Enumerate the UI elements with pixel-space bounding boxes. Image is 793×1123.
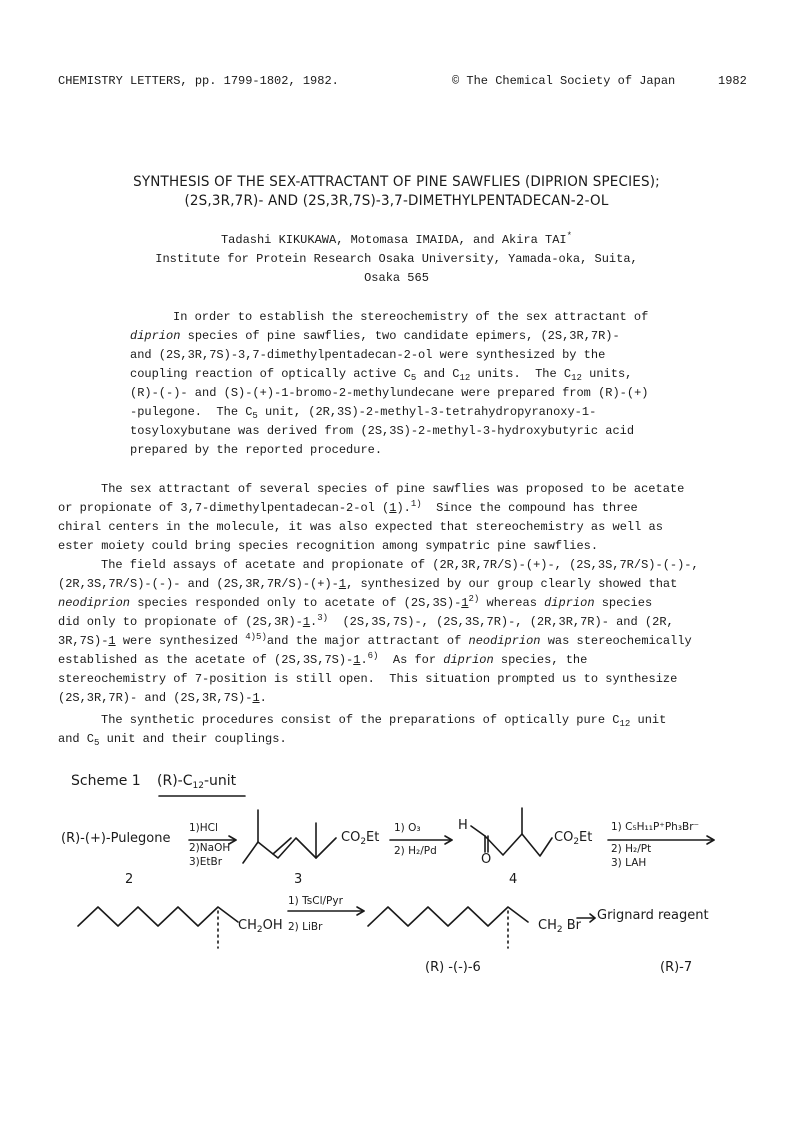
- text: whereas: [479, 596, 545, 610]
- copyright-symbol: ©: [452, 74, 460, 88]
- subscript: 2: [556, 925, 563, 935]
- compound-number: 1: [302, 615, 311, 629]
- alcohol-chain: [78, 907, 238, 926]
- text: and C: [58, 732, 95, 746]
- text: As for: [378, 653, 444, 667]
- text: Et: [579, 830, 593, 845]
- compound-number: 1: [108, 634, 116, 648]
- text: , synthesized by our group clearly showed that: [346, 577, 678, 591]
- italic-term: diprion: [130, 329, 181, 343]
- compound-3-chain: [243, 838, 336, 863]
- text: did only to propionate of (2S,3R)-: [58, 615, 303, 629]
- text: CH: [538, 918, 557, 933]
- compound-number-2: 2: [125, 872, 134, 887]
- grignard-label: Grignard reagent: [597, 908, 709, 923]
- text: .: [310, 615, 318, 629]
- text: 3R,7S)-: [58, 634, 109, 648]
- reagent: 2)NaOH: [189, 842, 231, 854]
- reagent: 1)HCl: [189, 822, 218, 834]
- citation: 2): [468, 594, 480, 604]
- abstract-line: (R)-(-)- and (S)-(+)-1-bromo-2-methylundecane were prepared from (R)-(+): [130, 386, 649, 400]
- citation: 6): [367, 651, 379, 661]
- text: (2R,3S,7R/S)-(-)- and (2S,3R,7R/S)-(+)-: [58, 577, 339, 591]
- body-line: The sex attractant of several species of pine sawflies was proposed to be acetate: [101, 482, 685, 496]
- compound-number: 1: [338, 577, 347, 591]
- compound-4-chain: [485, 834, 552, 856]
- abstract-line: In order to establish the stereochemistry of the sex attractant of: [173, 310, 649, 324]
- aldehyde-h: H: [458, 818, 468, 833]
- text: .: [259, 691, 267, 705]
- subscript: 12: [459, 373, 471, 383]
- subscript: 12: [571, 373, 582, 383]
- reagent: 2) LiBr: [288, 921, 323, 933]
- subscript: 12: [192, 781, 204, 791]
- affiliation-line-1: Institute for Protein Research Osaka University, Yamada-oka, Suita,: [155, 252, 638, 266]
- compound-number: 1: [252, 691, 260, 705]
- compound-number-4: 4: [509, 872, 518, 887]
- text: species: [594, 596, 653, 610]
- text: established as the acetate of (2S,3S,7S)-: [58, 653, 354, 667]
- compound-number: 1: [389, 501, 397, 515]
- abstract-line: prepared by the reported procedure.: [130, 443, 383, 457]
- ester-group: [341, 830, 379, 845]
- title-line-1: SYNTHESIS OF THE SEX-ATTRACTANT OF PINE SAWFLIES (DIPRION SPECIES);: [133, 174, 660, 190]
- compound-4-h-bond: [471, 826, 485, 836]
- text: unit: [630, 713, 667, 727]
- starting-material: (R)-(+)-Pulegone: [61, 831, 171, 846]
- text: CO: [554, 830, 574, 845]
- text: and the major attractant of: [266, 634, 469, 648]
- affiliation-line-2: Osaka 565: [364, 271, 429, 285]
- journal-citation: CHEMISTRY LETTERS, pp. 1799-1802, 1982.: [58, 74, 339, 88]
- text: units,: [581, 367, 633, 381]
- abstract-line: and (2S,3R,7S)-3,7-dimethylpentadecan-2-ol were synthesized by the: [130, 348, 606, 362]
- body-line: ester moiety could bring species recognition among sympatric pine sawflies.: [58, 539, 599, 553]
- text: species, the: [493, 653, 588, 667]
- compound-label-7: (R)-7: [660, 960, 693, 975]
- compound-number: 1: [461, 596, 469, 610]
- compound-number: 1: [353, 653, 361, 667]
- body-line: The field assays of acetate and propionate of (2R,3R,7R/S)-(+)-, (2S,3S,7R/S)-(-)-,: [101, 558, 699, 572]
- text: (2S,3R,7R)- and (2S,3R,7S)-: [58, 691, 253, 705]
- text: species responded only to acetate of (2S,3S)-: [130, 596, 462, 610]
- citation: 3): [317, 613, 329, 623]
- aldehyde-o: O: [481, 852, 492, 867]
- compound-label-6: (R) -(-)-6: [425, 960, 481, 975]
- reagent: 1) O₃: [394, 822, 421, 834]
- body-line: chiral centers in the molecule, it was also expected that stereochemistry as well as: [58, 520, 663, 534]
- text: or propionate of 3,7-dimethylpentadecan-2-ol (: [58, 501, 390, 515]
- reagent: 3)EtBr: [189, 856, 223, 868]
- text: .: [360, 653, 368, 667]
- text: coupling reaction of optically active C: [130, 367, 411, 381]
- reagent: 1) C₅H₁₁P⁺Ph₃Br⁻: [611, 821, 700, 833]
- subscript: 5: [94, 738, 100, 748]
- subscript: 12: [619, 719, 631, 729]
- compound-number-3: 3: [294, 872, 303, 887]
- text: (2S,3S,7S)-, (2S,3S,7R)-, (2R,3R,7R)- and (2R,: [328, 615, 674, 629]
- alcohol-group: [238, 918, 283, 933]
- body-line: stereochemistry of 7-position is still open. This situation prompted us to synthesize: [58, 672, 678, 686]
- bromide-group: [538, 918, 581, 933]
- text: -unit: [203, 773, 237, 789]
- text: OH: [262, 918, 283, 933]
- italic-term: neodiprion: [58, 596, 131, 610]
- italic-term: diprion: [544, 596, 595, 610]
- text: were synthesized: [115, 634, 246, 648]
- text: (R)-C: [157, 773, 193, 789]
- text: Et: [366, 830, 380, 845]
- title-line-2: (2S,3R,7R)- AND (2S,3R,7S)-3,7-DIMETHYLPENTADECAN-2-OL: [184, 193, 609, 209]
- scheme-title: Scheme 1: [71, 773, 141, 789]
- corresponding-star: *: [566, 231, 573, 241]
- text: Br: [562, 918, 581, 933]
- header-year: 1982: [718, 74, 747, 88]
- citation: 1): [410, 499, 422, 509]
- italic-term: diprion: [443, 653, 494, 667]
- scheme-subtitle: [157, 773, 236, 789]
- text: Since the compound has three: [421, 501, 638, 515]
- text: species of pine sawflies, two candidate epimers, (2S,3R,7R)-: [180, 329, 620, 343]
- text: CO: [341, 830, 361, 845]
- text: ).: [396, 501, 411, 515]
- citation: 4)5): [245, 632, 267, 642]
- subscript: 2: [256, 925, 263, 935]
- text: was stereochemically: [540, 634, 692, 648]
- subscript: 2: [573, 837, 580, 847]
- ester-group: [554, 830, 592, 845]
- text: The synthetic procedures consist of the preparations of optically pure C: [101, 713, 620, 727]
- text: unit and their couplings.: [99, 732, 287, 746]
- subscript: 5: [410, 373, 417, 383]
- subscript: 2: [360, 837, 367, 847]
- reagent: 1) TsCl/Pyr: [288, 895, 343, 907]
- text: CH: [238, 918, 257, 933]
- author-names: Tadashi KIKUKAWA, Motomasa IMAIDA, and Akira TAI: [220, 233, 567, 247]
- italic-term: neodiprion: [468, 634, 541, 648]
- abstract-line: tosyloxybutane was derived from (2S,3S)-2-methyl-3-hydroxybutyric acid: [130, 424, 635, 438]
- text: units. The C: [470, 367, 572, 381]
- text: -pulegone. The C: [130, 405, 253, 419]
- reagent: 2) H₂/Pt: [611, 843, 652, 855]
- reagent: 2) H₂/Pd: [394, 845, 437, 857]
- text: unit, (2R,3S)-2-methyl-3-tetrahydropyranoxy-1-: [257, 405, 597, 419]
- reagent: 3) LAH: [611, 857, 647, 869]
- bromide-chain: [368, 907, 528, 926]
- subscript: 5: [252, 411, 258, 421]
- text: and C: [416, 367, 460, 381]
- society-name: The Chemical Society of Japan: [466, 74, 676, 88]
